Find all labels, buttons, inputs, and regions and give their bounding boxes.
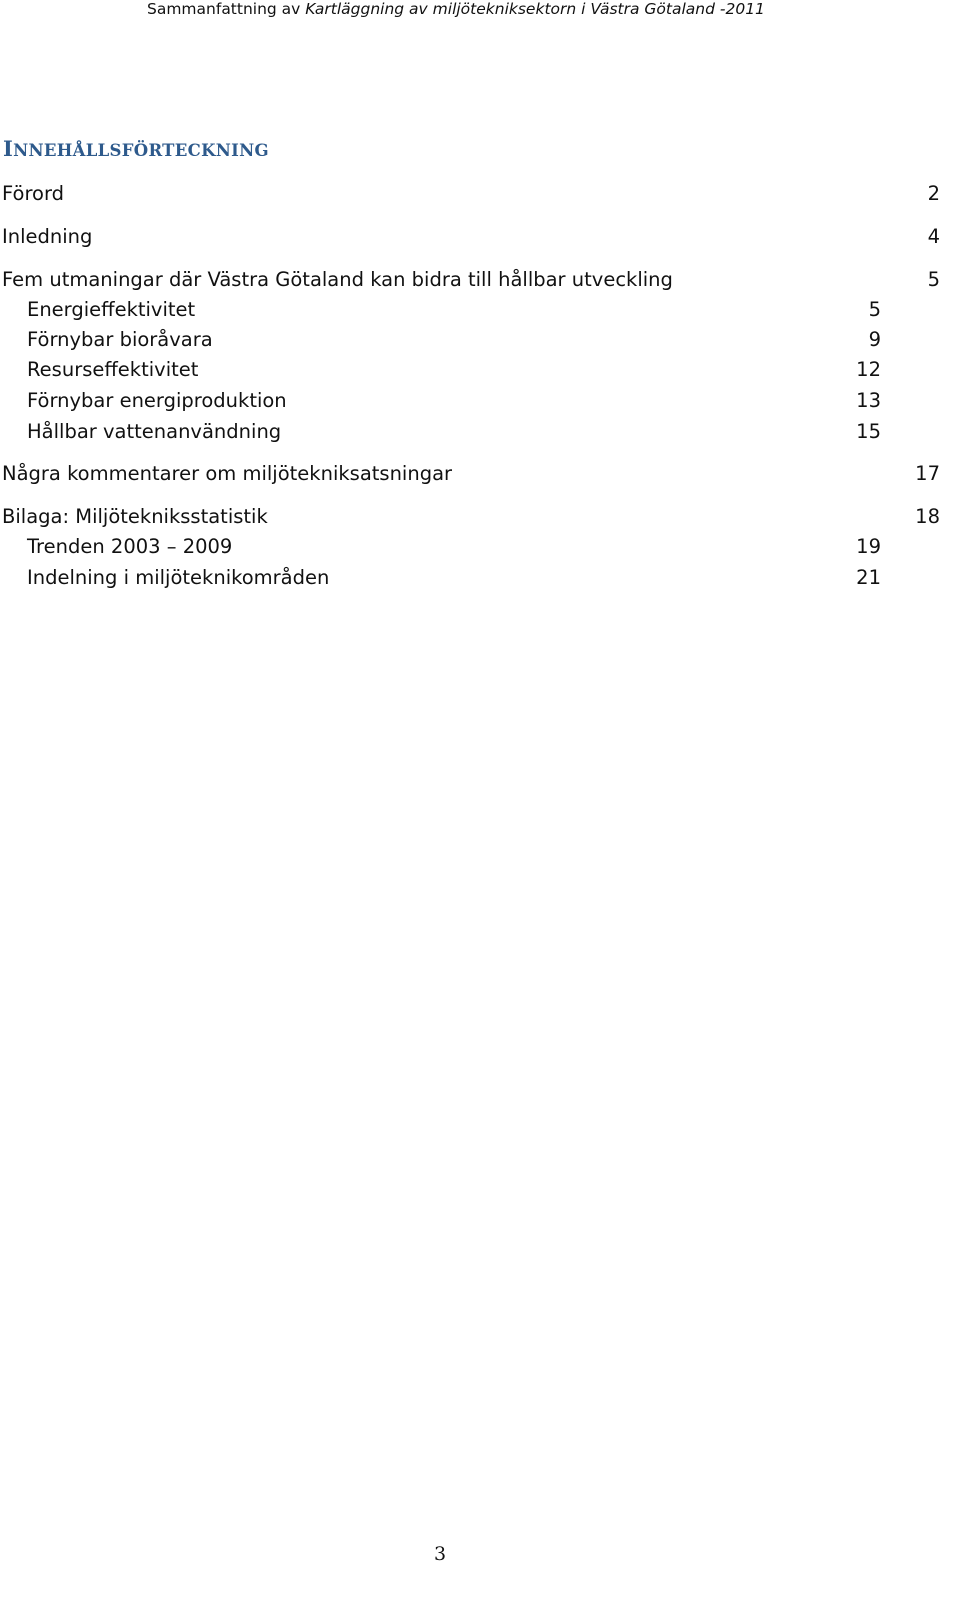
toc-entry-page: 12 — [856, 358, 881, 381]
toc-entry-page: 4 — [927, 225, 940, 248]
toc-entry-label: Indelning i miljöteknikområden — [27, 566, 330, 589]
toc-entry-label: Förnybar bioråvara — [27, 328, 213, 351]
running-header — [147, 0, 765, 18]
running-header-title: Kartläggning av miljötekniksektorn i Västra Götaland -2011 — [305, 0, 765, 18]
toc-entry-page: 19 — [856, 535, 881, 558]
toc-heading-rest: NNEHÅLLSFÖRTECKNING — [13, 141, 269, 160]
toc-entry-page: 9 — [868, 328, 881, 351]
toc-heading-initial: I — [3, 136, 14, 161]
toc-entry-label: Hållbar vattenanvändning — [27, 420, 282, 443]
running-header-prefix: Sammanfattning av — [147, 0, 306, 18]
toc-entry-label: Trenden 2003 – 2009 — [27, 535, 233, 558]
toc-entry-label: Bilaga: Miljötekniksstatistik — [2, 505, 268, 528]
toc-entry-label: Energieffektivitet — [27, 298, 196, 321]
toc-entry-page: 13 — [856, 389, 881, 412]
toc-entry-label: Inledning — [2, 225, 93, 248]
toc-entry-page: 2 — [927, 182, 940, 205]
toc-entry-label: Resurseffektivitet — [27, 358, 199, 381]
toc-entry-page: 5 — [868, 298, 881, 321]
page-number: 3 — [433, 1543, 447, 1565]
toc-entry-page: 21 — [856, 566, 881, 589]
toc-entry-label: Förnybar energiproduktion — [27, 389, 287, 412]
toc-heading — [3, 136, 269, 161]
toc-entry-label: Några kommentarer om miljötekniksatsningar — [2, 462, 453, 485]
toc-entry-label: Förord — [2, 182, 65, 205]
toc-entry-page: 15 — [856, 420, 881, 443]
toc-entry-page: 5 — [927, 268, 940, 291]
toc-entry-page: 17 — [915, 462, 940, 485]
toc-entry-page: 18 — [915, 505, 940, 528]
toc-entry-label: Fem utmaningar där Västra Götaland kan bidra till hållbar utveckling — [2, 268, 673, 291]
